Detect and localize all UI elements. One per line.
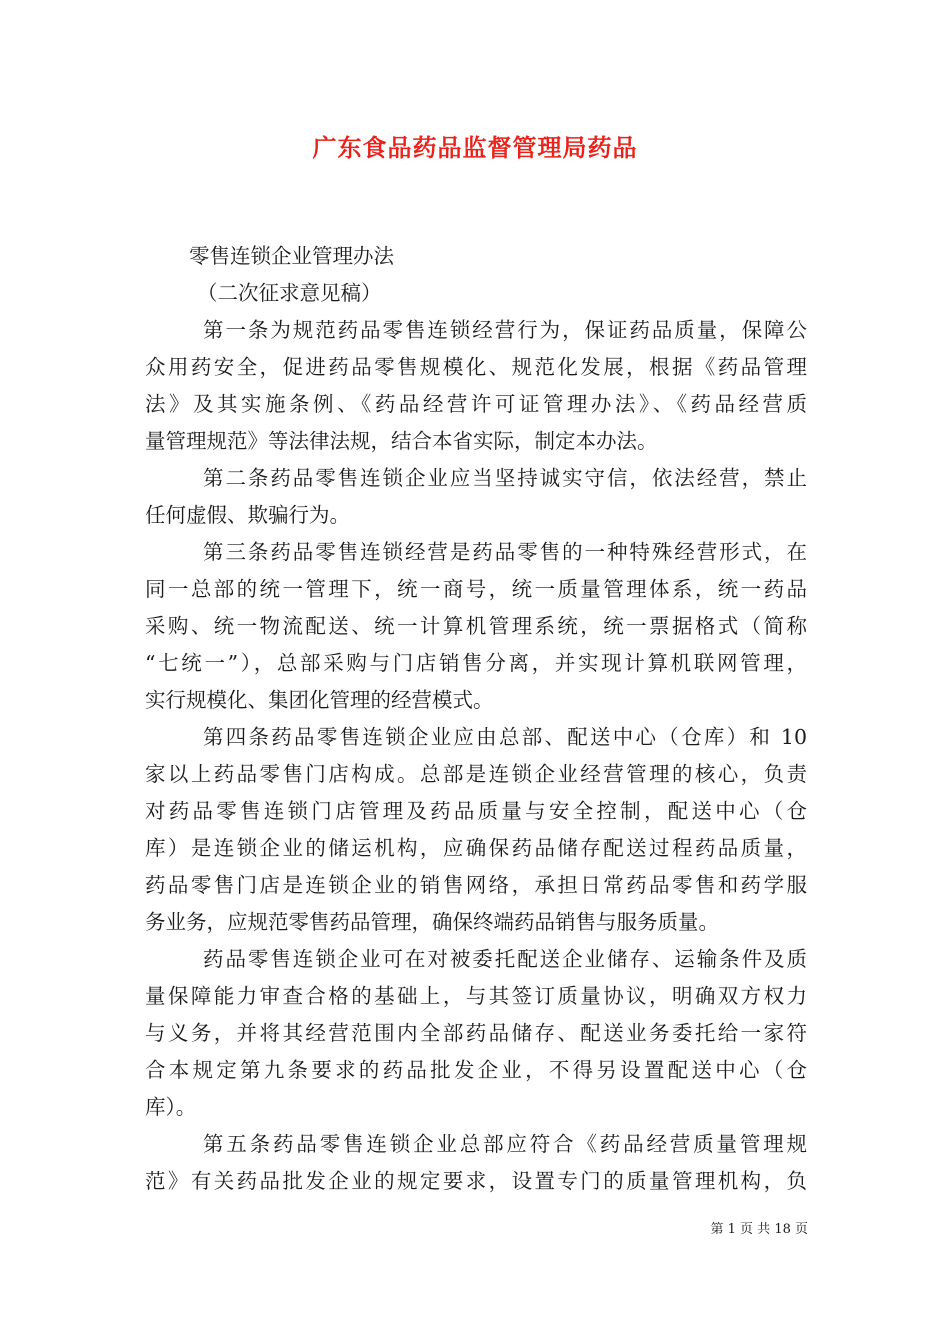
paragraph-line: 务业务，应规范零售药品管理，确保终端药品销售与服务质量。 — [145, 910, 719, 934]
paragraph-article-4 — [145, 719, 807, 941]
paragraph-article-2 — [145, 460, 807, 534]
paragraph-line: 对药品零售连锁门店管理及药品质量与安全控制，配送中心（仓 — [145, 799, 807, 823]
paragraph-line: 众用药安全，促进药品零售规模化、规范化发展，根据《药品管理 — [145, 355, 807, 379]
document-body — [145, 238, 807, 1200]
paragraph-article-5 — [145, 1126, 807, 1200]
paragraph-line: 量保障能力审查合格的基础上，与其签订质量协议，明确双方权力 — [145, 984, 807, 1008]
paragraph-line: 家以上药品零售门店构成。总部是连锁企业经营管理的核心，负责 — [145, 762, 807, 786]
paragraph-line: 范》有关药品批发企业的规定要求，设置专门的质量管理机构，负 — [145, 1169, 807, 1193]
paragraph-line: 实行规模化、集团化管理的经营模式。 — [145, 688, 494, 712]
paragraph-article-3 — [145, 534, 807, 719]
paragraph-line: 与义务，并将其经营范围内全部药品储存、配送业务委托给一家符 — [145, 1021, 807, 1045]
paragraph-line: 药品零售门店是连锁企业的销售网络，承担日常药品零售和药学服 — [145, 873, 807, 897]
paragraph-line: 同一总部的统一管理下，统一商号，统一质量管理体系，统一药品 — [145, 577, 807, 601]
paragraph-line: 第五条药品零售连锁企业总部应符合《药品经营质量管理规 — [203, 1132, 807, 1156]
paragraph-line: 法》及其实施条例、《药品经营许可证管理办法》、《药品经营质 — [145, 392, 807, 416]
paragraph-line: “七统一”），总部采购与门店销售分离，并实现计算机联网管理， — [145, 651, 807, 675]
paragraph-line: 采购、统一物流配送、统一计算机管理系统，统一票据格式（简称 — [145, 614, 807, 638]
paragraph-article-1 — [145, 312, 807, 460]
document-title: 广东食品药品监督管理局药品 — [312, 134, 638, 162]
paragraph-line: 库）。 — [145, 1095, 197, 1119]
paragraph-line: 合本规定第九条要求的药品批发企业，不得另设置配送中心（仓 — [145, 1058, 807, 1082]
paragraph-line: 第二条药品零售连锁企业应当坚持诚实守信，依法经营，禁止 — [203, 466, 807, 490]
paragraph-line: 第四条药品零售连锁企业应由总部、配送中心（仓库）和 10 — [203, 725, 807, 749]
paragraph-line: 第三条药品零售连锁经营是药品零售的一种特殊经营形式，在 — [203, 540, 807, 564]
document-subtitle: 零售连锁企业管理办法 — [189, 244, 394, 268]
page-number: 第 1 页 共 18 页 — [710, 1222, 808, 1237]
draft-note: （二次征求意见稿） — [197, 281, 382, 305]
paragraph-line: 药品零售连锁企业可在对被委托配送企业储存、运输条件及质 — [203, 947, 807, 971]
paragraph-delegation — [145, 941, 807, 1126]
paragraph-line: 库）是连锁企业的储运机构，应确保药品储存配送过程药品质量， — [145, 836, 807, 860]
paragraph-line: 量管理规范》等法律法规，结合本省实际，制定本办法。 — [145, 429, 658, 453]
paragraph-line: 第一条为规范药品零售连锁经营行为，保证药品质量，保障公 — [203, 318, 807, 342]
paragraph-line: 任何虚假、欺骗行为。 — [145, 503, 350, 527]
